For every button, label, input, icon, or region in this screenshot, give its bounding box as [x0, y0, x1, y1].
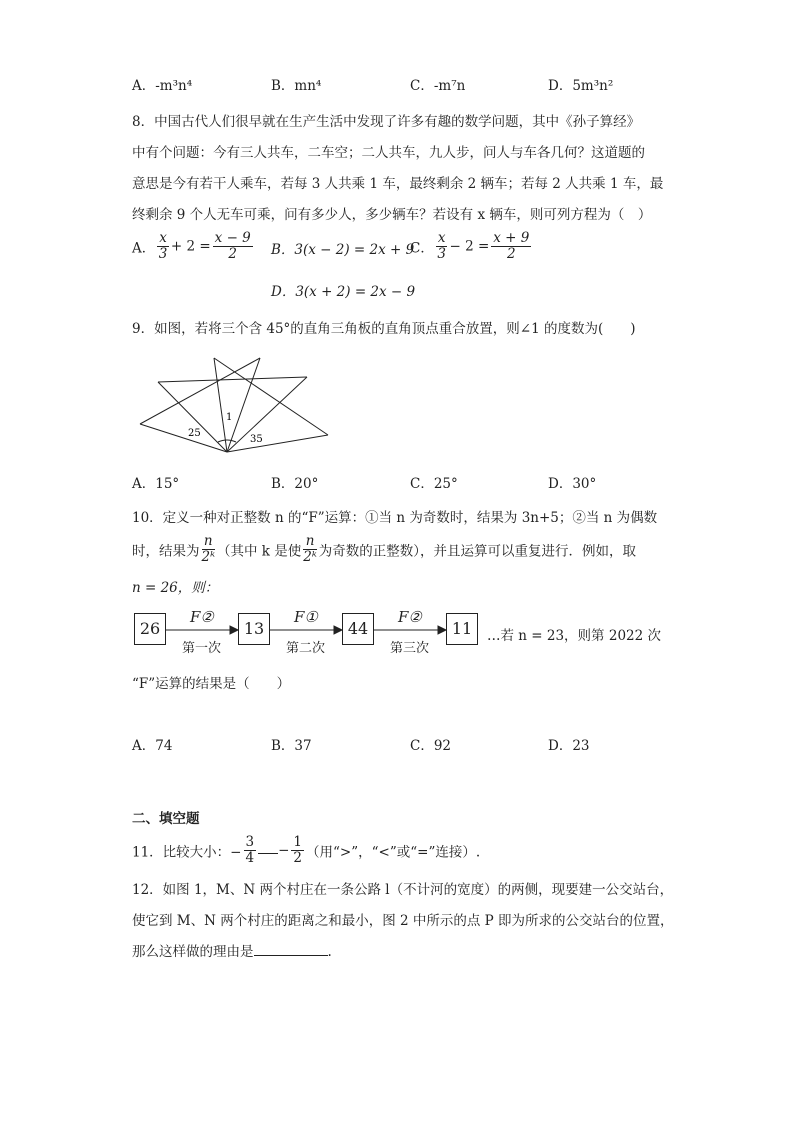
q10-line-3: n = 26，则：	[132, 580, 219, 596]
fig-label-1: 1	[226, 412, 233, 423]
q9-figure	[132, 350, 342, 460]
q12-line-2: 使它到 M、N 两个村庄的距离之和最小，图 2 中所示的点 P 即为所求的公交站台的位置，	[132, 913, 674, 929]
fraction: $\frac{n}{\text{2ᵏ}}$	[303, 533, 317, 565]
q8-choice-c: C． $\frac{x}{3}$ − 2 = $\frac{x + 9}{2}$	[410, 230, 530, 262]
section-fill-in: 二、填空题	[132, 811, 200, 827]
q10-choice-b: B．37	[271, 738, 312, 754]
q10-line-2: 时，结果为 $\frac{n}{\text{2ᵏ}}$ （其中 k 是使 $\frac{n}{\text{2ᵏ}}$ 为奇数的正整数），并且运算可以重复进行．例如，取	[132, 533, 637, 565]
q8-choice-a: A． $\frac{x}{3}$ + 2 = $\frac{x - 9}{2}$	[132, 230, 251, 262]
q10-tail: …若 n = 23，则第 2022 次	[487, 628, 661, 644]
fig-label-35: 35	[250, 434, 263, 445]
q9-choice-a: A．15°	[132, 476, 180, 492]
fig-line	[140, 424, 227, 452]
flow-op-1: F②	[190, 608, 214, 626]
fraction: $\frac{x}{3}$	[158, 230, 168, 262]
q8-line-4: 终剩余 9 个人无车可乘，问有多少人，多少辆车？若设有 x 辆车，则可列方程为（ ）	[132, 207, 652, 223]
arrow-head	[438, 626, 446, 634]
flow-box-2: 13	[238, 613, 270, 645]
fraction: $\frac{x}{3}$	[437, 230, 446, 262]
answer-blank[interactable]	[254, 943, 328, 956]
fraction: $\frac{3}{4}$	[245, 834, 255, 866]
flow-box-3: 44	[342, 613, 374, 645]
fraction: $\frac{n}{\text{2ᵏ}}$	[201, 533, 216, 565]
fraction: $\frac{x + 9}{2}$	[493, 230, 530, 262]
q9-choice-b: B．20°	[271, 476, 319, 492]
answer-blank[interactable]	[258, 843, 278, 854]
q10-line-4: “F”运算的结果是（ ）	[132, 676, 291, 692]
flow-box-4: 11	[446, 613, 478, 645]
q11: 11．比较大小：− $\frac{3}{4}$ − $\frac{1}{2}$ （用“>”，“<”或“=”连接）.	[132, 834, 481, 866]
q8-line-1: 8．中国古代人们很早就在生产生活中发现了许多有趣的数学问题，其中《孙子算经》	[132, 114, 641, 130]
q9-text: 9．如图，若将三个含 45°的直角三角板的直角顶点重合放置，则∠1 的度数为( )	[132, 321, 636, 337]
angle-arc	[218, 440, 236, 442]
arrow-head	[334, 626, 342, 634]
fraction: $\frac{x - 9}{2}$	[214, 230, 251, 262]
fig-line	[140, 358, 260, 424]
flow-box-1: 26	[134, 613, 166, 645]
q7-choice-b: B．mn⁴	[271, 78, 322, 94]
q10-choice-d: D．23	[548, 738, 590, 754]
fig-line	[214, 358, 328, 435]
q9-choice-c: C．25°	[410, 476, 458, 492]
fig-line	[158, 377, 307, 382]
fraction: $\frac{1}{2}$	[293, 834, 302, 866]
q12-line-3: 那么这样做的理由是 .	[132, 944, 332, 960]
fig-line	[158, 382, 227, 452]
q7-choice-a: A．-m³n⁴	[132, 78, 193, 94]
q7-choice-d: D．5m³n²	[548, 78, 614, 94]
q10-choice-a: A．74	[132, 738, 173, 754]
fig-label-25: 25	[188, 428, 201, 439]
q10-choice-c: C．92	[410, 738, 452, 754]
flow-op-3: F②	[398, 608, 422, 626]
q10-line-1: 10．定义一种对正整数 n 的“F”运算：①当 n 为奇数时，结果为 3n+5；②当 n 为偶数	[132, 510, 658, 526]
arrow-head	[230, 626, 238, 634]
flow-step-1: 第一次	[182, 641, 222, 656]
q8-line-2: 中有个问题：今有三人共车，二车空；二人共车，九人步，问人与车各几何？这道题的	[132, 145, 645, 161]
q8-choice-b: B．3(x − 2) = 2x + 9	[271, 242, 415, 258]
flow-step-2: 第二次	[286, 641, 326, 656]
q12-line-1: 12．如图 1，M、N 两个村庄在一条公路 l（不计河的宽度）的两侧，现要建一公交站台，	[132, 882, 674, 898]
q8-choice-d: D．3(x + 2) = 2x − 9	[271, 284, 416, 300]
q8-line-3: 意思是今有若干人乘车，若每 3 人共乘 1 车，最终剩余 2 辆车；若每 2 人共乘 1 车，最	[132, 176, 664, 192]
fig-line	[214, 358, 227, 452]
flow-step-3: 第三次	[390, 641, 430, 656]
flow-op-2: F①	[294, 608, 318, 626]
q9-choice-d: D．30°	[548, 476, 597, 492]
q7-choice-c: C．-m⁷n	[410, 78, 466, 94]
